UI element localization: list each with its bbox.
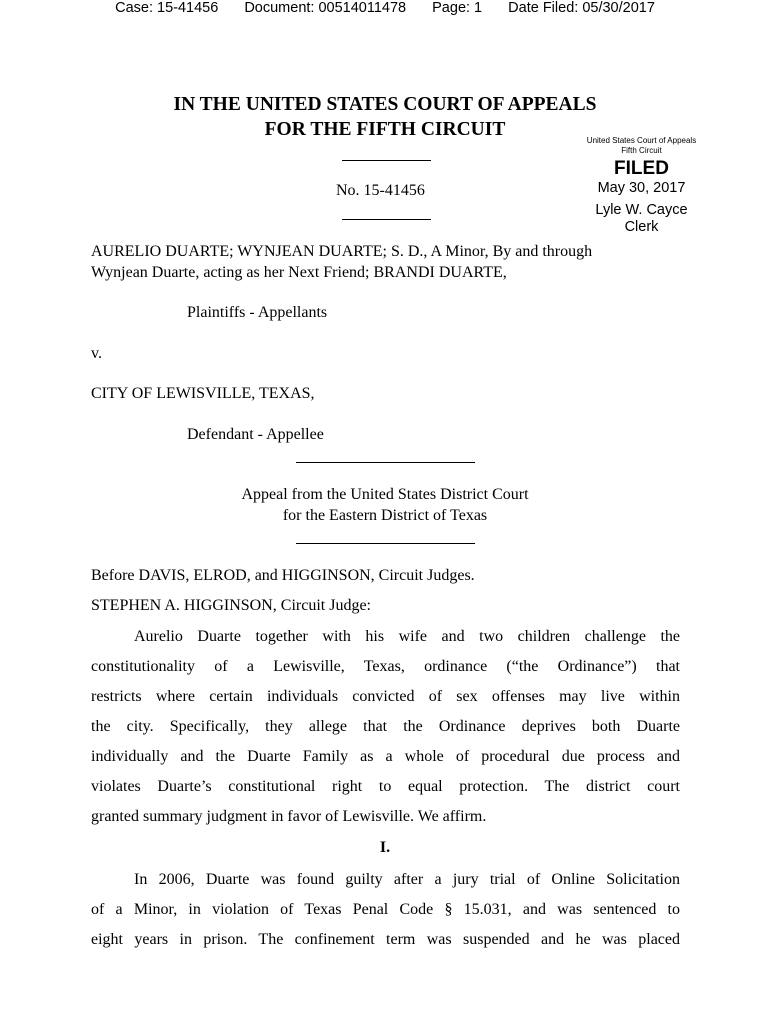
opinion-author: STEPHEN A. HIGGINSON, Circuit Judge:	[91, 597, 371, 614]
defendant: CITY OF LEWISVILLE, TEXAS,	[91, 385, 315, 402]
plaintiffs-line1: AURELIO DUARTE; WYNJEAN DUARTE; S. D., A Minor, By and through	[91, 243, 593, 260]
panel-judges: Before DAVIS, ELROD, and HIGGINSON, Circuit Judges.	[91, 567, 475, 584]
divider	[342, 219, 431, 220]
case-number: No. 15-41456	[336, 182, 425, 199]
court-title-line2: FOR THE FIFTH CIRCUIT	[264, 119, 506, 140]
stamp-court-line1: United States Court of Appeals	[586, 136, 697, 145]
filed-stamp	[580, 136, 703, 236]
appeal-from-line2: for the Eastern District of Texas	[282, 507, 488, 524]
plaintiffs-line2: Wynjean Duarte, acting as her Next Friend; BRANDI DUARTE,	[91, 264, 507, 281]
paragraph-line: constitutionality of a Lewisville, Texas, ordinance (“the Ordinance”) that	[91, 658, 680, 675]
paragraph-line: granted summary judgment in favor of Lewisville. We affirm.	[91, 808, 487, 825]
paragraph-line: the city. Specifically, they allege that the Ordinance deprives both Duarte	[91, 718, 680, 735]
versus: v.	[91, 345, 102, 362]
header-page: Page: 1	[432, 0, 483, 16]
stamp-court-line2: Fifth Circuit	[621, 146, 662, 155]
paragraph-line: violates Duarte’s constitutional right to equal protection. The district court	[91, 778, 680, 795]
paragraph-line: individually and the Duarte Family as a whole of procedural due process and	[91, 748, 680, 765]
divider	[296, 462, 475, 463]
court-title-line1: IN THE UNITED STATES COURT OF APPEALS	[173, 94, 597, 115]
divider	[342, 160, 431, 161]
plaintiffs-role: Plaintiffs - Appellants	[187, 304, 328, 321]
header-document-number: Document: 00514011478	[244, 0, 407, 16]
opinion-paragraph-2	[91, 865, 680, 955]
paragraph-line: of a Minor, in violation of Texas Penal Code § 15.031, and was sentenced to	[91, 901, 680, 918]
header-date-filed: Date Filed: 05/30/2017	[508, 0, 655, 16]
appeal-from-line1: Appeal from the United States District Court	[241, 486, 529, 503]
opinion-paragraph-1	[91, 622, 680, 832]
stamp-filed: FILED	[614, 158, 669, 179]
divider	[296, 543, 475, 544]
paragraph-line: restricts where certain individuals convicted of sex offenses may live within	[91, 688, 680, 705]
header-case-number: Case: 15-41456	[115, 0, 219, 16]
paragraph-line: eight years in prison. The confinement term was suspended and he was placed	[91, 931, 680, 948]
stamp-date: May 30, 2017	[597, 180, 686, 196]
stamp-clerk-name: Lyle W. Cayce	[595, 202, 688, 218]
paragraph-line: Aurelio Duarte together with his wife and two children challenge the	[134, 628, 680, 645]
document-header	[0, 0, 770, 16]
section-heading: I.	[379, 839, 391, 856]
paragraph-line: In 2006, Duarte was found guilty after a jury trial of Online Solicitation	[134, 871, 680, 888]
stamp-clerk-title: Clerk	[624, 219, 659, 235]
defendant-role: Defendant - Appellee	[187, 426, 324, 443]
